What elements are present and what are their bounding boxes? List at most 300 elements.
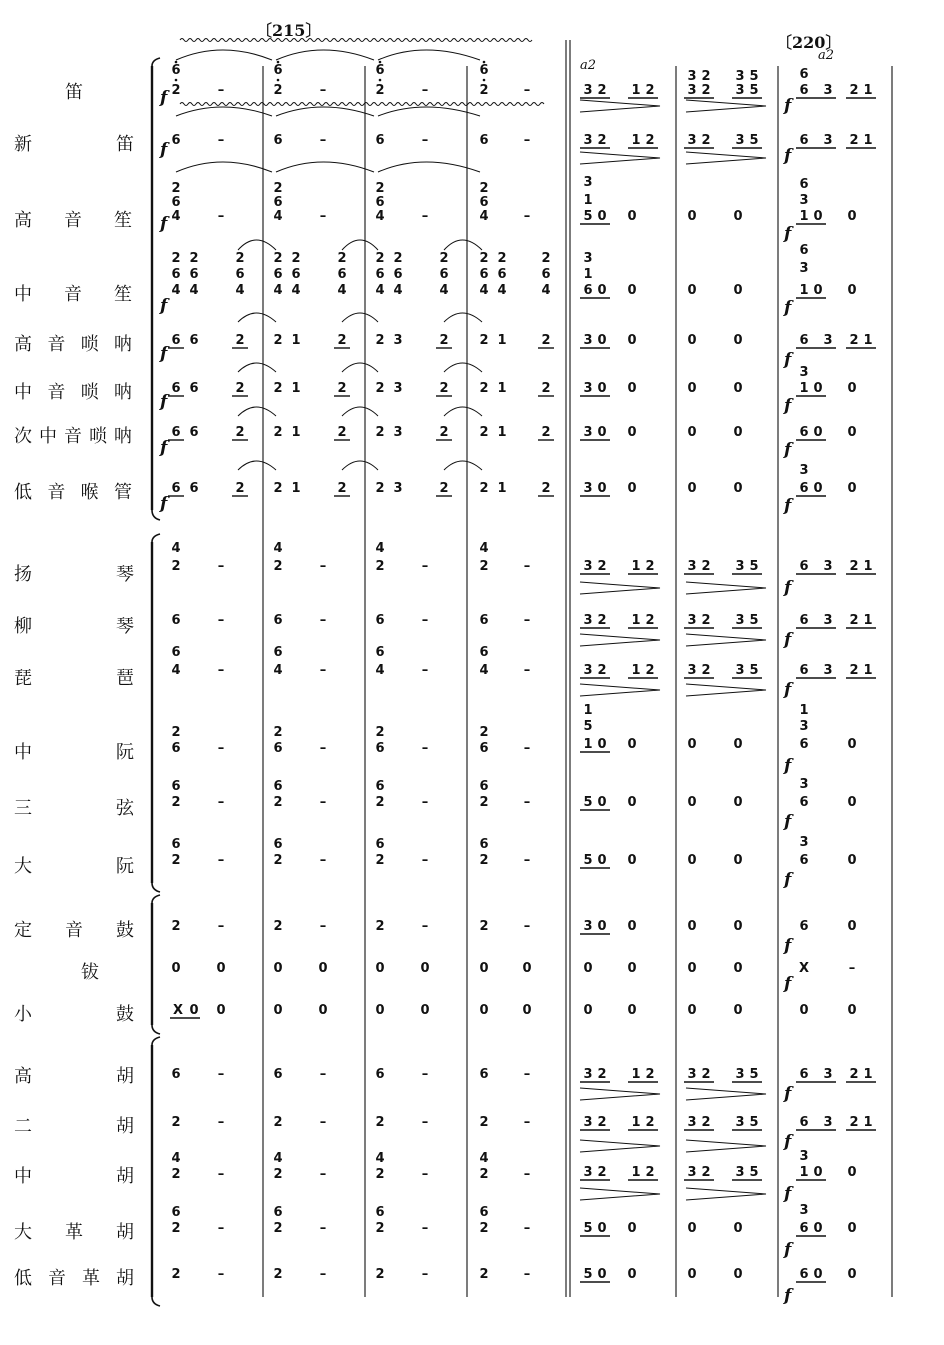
svg-text:2: 2 [375, 425, 385, 440]
svg-text:–: – [319, 209, 327, 224]
svg-text:5: 5 [749, 559, 759, 574]
svg-text:0: 0 [171, 961, 181, 976]
svg-text:0: 0 [799, 1003, 809, 1018]
svg-text:2: 2 [645, 1115, 655, 1130]
svg-text:6: 6 [479, 741, 489, 756]
svg-text:2: 2 [645, 1067, 655, 1082]
svg-text:6: 6 [479, 63, 489, 78]
svg-text:6: 6 [189, 267, 199, 282]
svg-text:2: 2 [479, 333, 489, 348]
svg-text:4: 4 [439, 283, 449, 298]
row-zhongruan [171, 703, 856, 756]
svg-text:5: 5 [749, 133, 759, 148]
row-xiaogu [173, 1003, 857, 1018]
label-char: 二 [14, 1116, 32, 1137]
svg-text:2: 2 [701, 613, 711, 628]
svg-text:4: 4 [337, 283, 347, 298]
svg-text:2: 2 [701, 559, 711, 574]
instrument-label-gaoyinsuona [14, 330, 132, 356]
svg-text:2: 2 [273, 1221, 283, 1236]
instrument-label-sanxian [14, 794, 134, 820]
row-erhu [171, 1115, 872, 1130]
svg-text:–: – [421, 613, 429, 628]
dynamic-f: f [784, 756, 792, 776]
svg-text:–: – [319, 1221, 327, 1236]
svg-text:–: – [319, 559, 327, 574]
svg-text:6: 6 [273, 1205, 283, 1220]
svg-text:6: 6 [291, 267, 301, 282]
svg-text:6: 6 [171, 267, 181, 282]
svg-text:0: 0 [479, 1003, 489, 1018]
svg-text:2: 2 [375, 1221, 385, 1236]
svg-text:1: 1 [863, 1115, 873, 1130]
row-di [171, 61, 872, 98]
instrument-label-pipa [14, 664, 134, 690]
svg-text:3: 3 [735, 1165, 745, 1180]
instrument-label-erhu [14, 1112, 134, 1138]
svg-text:3: 3 [799, 1203, 809, 1218]
svg-text:4: 4 [375, 663, 385, 678]
svg-text:2: 2 [439, 381, 449, 396]
svg-text:3: 3 [799, 193, 809, 208]
svg-text:2: 2 [439, 481, 449, 496]
svg-text:2: 2 [597, 559, 607, 574]
svg-text:2: 2 [171, 83, 181, 98]
svg-text:3: 3 [687, 83, 697, 98]
svg-text:0: 0 [733, 425, 743, 440]
instrument-label-xiaogu [14, 1000, 134, 1026]
svg-text:0: 0 [687, 1267, 697, 1282]
svg-text:2: 2 [375, 181, 385, 196]
svg-text:2: 2 [701, 69, 711, 84]
svg-text:1: 1 [863, 83, 873, 98]
svg-text:0: 0 [375, 961, 385, 976]
svg-text:2: 2 [273, 381, 283, 396]
svg-text:2: 2 [645, 1165, 655, 1180]
svg-text:6: 6 [189, 333, 199, 348]
svg-text:3: 3 [583, 481, 593, 496]
svg-text:0: 0 [583, 961, 593, 976]
svg-text:2: 2 [171, 1115, 181, 1130]
label-char: 低 [14, 482, 32, 503]
label-char: 笛 [116, 134, 134, 155]
instrument-label-daruan [14, 852, 134, 878]
svg-text:0: 0 [627, 1267, 637, 1282]
svg-text:6: 6 [171, 425, 181, 440]
svg-text:3: 3 [799, 261, 809, 276]
svg-text:5: 5 [583, 1221, 593, 1236]
label-char: 胡 [116, 1268, 134, 1289]
svg-text:4: 4 [375, 1151, 385, 1166]
label-char: 音 [65, 920, 83, 941]
svg-text:2: 2 [849, 333, 859, 348]
svg-text:3: 3 [735, 663, 745, 678]
svg-text:–: – [319, 663, 327, 678]
svg-text:3: 3 [583, 83, 593, 98]
svg-text:2: 2 [849, 613, 859, 628]
svg-text:1: 1 [583, 703, 593, 718]
svg-text:6: 6 [171, 381, 181, 396]
svg-text:2: 2 [375, 1115, 385, 1130]
instrument-label-yangqin [14, 560, 134, 586]
svg-text:1: 1 [631, 1067, 641, 1082]
label-char: 高 [14, 1066, 32, 1087]
svg-text:5: 5 [749, 1115, 759, 1130]
svg-text:1: 1 [497, 381, 507, 396]
row-cizhongyinsuona [171, 425, 856, 440]
svg-text:6: 6 [799, 1067, 809, 1082]
svg-text:0: 0 [627, 1221, 637, 1236]
label-char: 琵 [14, 668, 32, 689]
svg-text:2: 2 [849, 133, 859, 148]
svg-text:6: 6 [337, 267, 347, 282]
svg-text:0: 0 [733, 961, 743, 976]
svg-text:6: 6 [171, 779, 181, 794]
svg-text:2: 2 [849, 663, 859, 678]
instrument-label-diyinhouguan [14, 478, 132, 504]
svg-text:6: 6 [799, 1267, 809, 1282]
svg-text:6: 6 [799, 133, 809, 148]
instrument-label-gaohu [14, 1062, 134, 1088]
svg-text:6: 6 [171, 63, 181, 78]
svg-text:2: 2 [235, 481, 245, 496]
svg-text:3: 3 [823, 83, 833, 98]
label-char: 次 [14, 426, 32, 447]
svg-text:2: 2 [541, 425, 551, 440]
svg-text:6: 6 [189, 381, 199, 396]
svg-text:3: 3 [583, 425, 593, 440]
svg-text:–: – [523, 1167, 531, 1182]
svg-text:0: 0 [597, 283, 607, 298]
svg-text:6: 6 [799, 795, 809, 810]
label-char: 音 [64, 210, 82, 231]
instrument-label-di [14, 78, 134, 104]
svg-text:–: – [319, 741, 327, 756]
svg-text:0: 0 [627, 381, 637, 396]
svg-text:0: 0 [687, 853, 697, 868]
svg-text:3: 3 [735, 83, 745, 98]
instrument-label-zhongyinsheng [14, 280, 132, 306]
dynamic-f: f [160, 214, 168, 234]
svg-text:0: 0 [733, 481, 743, 496]
svg-text:2: 2 [701, 1115, 711, 1130]
svg-text:5: 5 [583, 719, 593, 734]
svg-text:2: 2 [393, 251, 403, 266]
svg-text:0: 0 [733, 853, 743, 868]
svg-text:0: 0 [627, 425, 637, 440]
svg-text:3: 3 [799, 365, 809, 380]
svg-text:6: 6 [375, 1205, 385, 1220]
svg-text:0: 0 [687, 1221, 697, 1236]
svg-text:1: 1 [799, 381, 809, 396]
svg-text:2: 2 [235, 251, 245, 266]
label-char: 胡 [116, 1222, 134, 1243]
svg-text:1: 1 [863, 559, 873, 574]
svg-text:0: 0 [597, 853, 607, 868]
svg-text:0: 0 [522, 1003, 532, 1018]
svg-text:2: 2 [701, 1067, 711, 1082]
svg-text:2: 2 [849, 1115, 859, 1130]
svg-text:6: 6 [375, 613, 385, 628]
svg-text:2: 2 [273, 481, 283, 496]
svg-text:2: 2 [479, 795, 489, 810]
svg-text:–: – [523, 919, 531, 934]
svg-text:6: 6 [273, 133, 283, 148]
svg-text:6: 6 [479, 613, 489, 628]
svg-text:–: – [217, 1267, 225, 1282]
svg-text:2: 2 [337, 425, 347, 440]
svg-text:2: 2 [541, 481, 551, 496]
svg-text:3: 3 [583, 663, 593, 678]
svg-text:1: 1 [863, 333, 873, 348]
svg-text:–: – [421, 133, 429, 148]
svg-text:0: 0 [847, 919, 857, 934]
svg-text:6: 6 [479, 133, 489, 148]
svg-text:3: 3 [583, 1115, 593, 1130]
svg-text:–: – [319, 919, 327, 934]
row-gaoyinsheng [171, 175, 856, 224]
label-char: 扬 [14, 564, 32, 585]
svg-text:0: 0 [687, 283, 697, 298]
label-char: 大 [14, 856, 32, 877]
svg-text:2: 2 [273, 725, 283, 740]
svg-text:2: 2 [541, 333, 551, 348]
svg-text:2: 2 [375, 1267, 385, 1282]
svg-text:3: 3 [687, 1067, 697, 1082]
svg-text:–: – [217, 919, 225, 934]
svg-text:2: 2 [701, 663, 711, 678]
svg-text:–: – [523, 559, 531, 574]
svg-text:1: 1 [291, 381, 301, 396]
svg-text:2: 2 [273, 1267, 283, 1282]
svg-text:3: 3 [393, 481, 403, 496]
svg-text:2: 2 [291, 251, 301, 266]
instrument-label-cizhongyinsuona [14, 422, 132, 448]
label-char: 呐 [113, 334, 132, 355]
svg-text:3: 3 [393, 381, 403, 396]
svg-text:0: 0 [318, 961, 328, 976]
svg-text:–: – [421, 1267, 429, 1282]
label-char: 呐 [113, 382, 132, 403]
svg-text:–: – [523, 663, 531, 678]
label-char: 音 [48, 1268, 66, 1289]
svg-text:6: 6 [171, 1205, 181, 1220]
svg-text:0: 0 [627, 481, 637, 496]
label-char: 琶 [116, 668, 134, 689]
svg-text:0: 0 [687, 481, 697, 496]
svg-text:0: 0 [847, 1267, 857, 1282]
label-char: 定 [14, 920, 32, 941]
svg-text:1: 1 [863, 613, 873, 628]
svg-text:2: 2 [597, 1115, 607, 1130]
svg-text:1: 1 [799, 209, 809, 224]
row-gaoyinsuona [171, 333, 872, 348]
svg-text:2: 2 [375, 381, 385, 396]
a2-marking: a2 [580, 58, 597, 73]
svg-text:5: 5 [749, 69, 759, 84]
svg-text:6: 6 [375, 779, 385, 794]
label-char: 三 [14, 798, 32, 819]
svg-text:4: 4 [273, 541, 283, 556]
svg-text:3: 3 [823, 1067, 833, 1082]
svg-text:2: 2 [645, 663, 655, 678]
label-char: 大 [14, 1222, 32, 1243]
svg-text:–: – [421, 1067, 429, 1082]
svg-text:6: 6 [171, 645, 181, 660]
svg-text:0: 0 [687, 795, 697, 810]
svg-text:0: 0 [597, 481, 607, 496]
dynamic-f: f [160, 438, 168, 458]
svg-text:4: 4 [375, 541, 385, 556]
svg-text:3: 3 [583, 559, 593, 574]
svg-text:3: 3 [583, 133, 593, 148]
svg-text:6: 6 [171, 837, 181, 852]
svg-text:1: 1 [631, 83, 641, 98]
svg-text:–: – [319, 613, 327, 628]
svg-text:2: 2 [171, 559, 181, 574]
label-char: 阮 [116, 856, 134, 877]
svg-text:0: 0 [597, 381, 607, 396]
label-char: 音 [64, 426, 82, 447]
label-char: 中 [14, 382, 32, 403]
svg-text:0: 0 [687, 425, 697, 440]
svg-text:6: 6 [479, 195, 489, 210]
svg-text:0: 0 [318, 1003, 328, 1018]
svg-text:2: 2 [375, 725, 385, 740]
svg-text:3: 3 [823, 133, 833, 148]
svg-text:–: – [217, 133, 225, 148]
svg-text:0: 0 [479, 961, 489, 976]
svg-text:6: 6 [375, 63, 385, 78]
svg-text:0: 0 [733, 209, 743, 224]
svg-text:6: 6 [479, 1067, 489, 1082]
svg-text:2: 2 [479, 83, 489, 98]
svg-text:2: 2 [849, 1067, 859, 1082]
svg-text:–: – [217, 741, 225, 756]
svg-text:3: 3 [687, 1165, 697, 1180]
svg-text:4: 4 [497, 283, 507, 298]
svg-text:2: 2 [645, 559, 655, 574]
svg-text:0: 0 [847, 425, 857, 440]
svg-text:0: 0 [627, 919, 637, 934]
svg-text:0: 0 [847, 795, 857, 810]
svg-text:3: 3 [735, 559, 745, 574]
svg-text:0: 0 [687, 333, 697, 348]
svg-text:1: 1 [631, 133, 641, 148]
dynamic-f: f [784, 298, 792, 318]
label-char: 呐 [114, 426, 132, 447]
svg-text:6: 6 [799, 333, 809, 348]
svg-text:0: 0 [627, 209, 637, 224]
dynamic-f: f [784, 96, 792, 116]
svg-text:5: 5 [583, 853, 593, 868]
svg-text:2: 2 [597, 613, 607, 628]
svg-text:6: 6 [273, 63, 283, 78]
label-char: 胡 [116, 1166, 134, 1187]
svg-text:0: 0 [627, 283, 637, 298]
dynamic-f: f [160, 344, 168, 364]
svg-text:2: 2 [439, 333, 449, 348]
svg-text:2: 2 [439, 425, 449, 440]
instrument-label-xindi [14, 130, 134, 156]
dynamic-f: f [784, 812, 792, 832]
svg-text:2: 2 [171, 181, 181, 196]
svg-text:6: 6 [235, 267, 245, 282]
svg-text:1: 1 [291, 333, 301, 348]
row-yangqin [171, 541, 872, 574]
svg-text:6: 6 [479, 1205, 489, 1220]
svg-text:–: – [421, 853, 429, 868]
svg-text:0: 0 [847, 1165, 857, 1180]
svg-text:–: – [421, 559, 429, 574]
svg-text:–: – [217, 209, 225, 224]
svg-text:2: 2 [273, 853, 283, 868]
svg-text:0: 0 [813, 381, 823, 396]
dynamic-f: f [160, 296, 168, 316]
svg-text:–: – [421, 1167, 429, 1182]
label-char: 音 [47, 482, 66, 503]
svg-text:4: 4 [273, 209, 283, 224]
svg-text:3: 3 [583, 1067, 593, 1082]
svg-text:0: 0 [847, 1221, 857, 1236]
svg-text:2: 2 [273, 251, 283, 266]
svg-text:2: 2 [479, 559, 489, 574]
svg-text:–: – [421, 795, 429, 810]
instrument-label-zhongyinsuona [14, 378, 132, 404]
svg-text:6: 6 [479, 267, 489, 282]
svg-text:–: – [217, 1067, 225, 1082]
svg-text:1: 1 [583, 267, 593, 282]
svg-text:0: 0 [687, 1003, 697, 1018]
svg-text:4: 4 [393, 283, 403, 298]
svg-text:6: 6 [171, 741, 181, 756]
a2-marking-2: a2 [818, 48, 835, 63]
svg-text:1: 1 [291, 425, 301, 440]
svg-text:6: 6 [393, 267, 403, 282]
svg-text:2: 2 [375, 919, 385, 934]
label-char: 音 [47, 334, 66, 355]
label-char: 中 [39, 426, 57, 447]
svg-text:2: 2 [479, 381, 489, 396]
svg-text:0: 0 [813, 283, 823, 298]
svg-text:2: 2 [497, 251, 507, 266]
svg-text:6: 6 [273, 779, 283, 794]
label-char: 笙 [114, 284, 132, 305]
svg-text:0: 0 [813, 1221, 823, 1236]
svg-text:2: 2 [337, 381, 347, 396]
svg-text:2: 2 [171, 725, 181, 740]
svg-text:1: 1 [863, 133, 873, 148]
svg-text:2: 2 [337, 333, 347, 348]
svg-text:6: 6 [799, 243, 809, 258]
svg-text:0: 0 [847, 381, 857, 396]
svg-text:5: 5 [749, 1067, 759, 1082]
svg-text:2: 2 [273, 83, 283, 98]
row-gaohu [171, 1067, 872, 1082]
svg-text:–: – [319, 1115, 327, 1130]
svg-text:3: 3 [687, 133, 697, 148]
svg-text:3: 3 [687, 1115, 697, 1130]
svg-text:1: 1 [583, 193, 593, 208]
svg-text:6: 6 [799, 177, 809, 192]
label-char: 中 [14, 284, 32, 305]
svg-text:2: 2 [849, 83, 859, 98]
svg-text:2: 2 [849, 559, 859, 574]
label-char: 革 [65, 1222, 83, 1243]
svg-text:0: 0 [847, 737, 857, 752]
label-char: 唢 [89, 426, 107, 447]
label-char: 阮 [116, 742, 134, 763]
